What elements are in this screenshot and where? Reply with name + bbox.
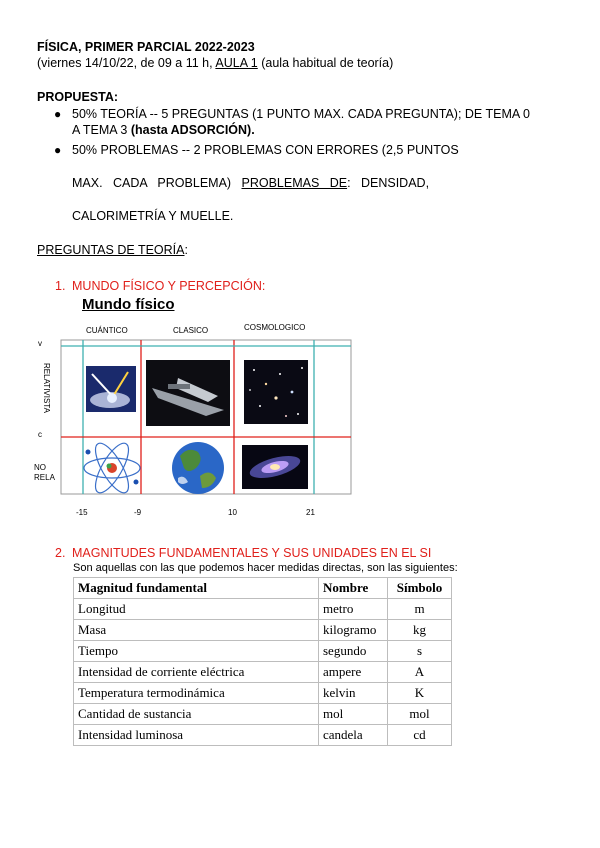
preguntas-colon: : (184, 243, 188, 257)
cell-magnitud: Longitud (74, 599, 319, 620)
header-nombre: Nombre (319, 578, 388, 599)
propuesta-item-problemas-line3: CALORIMETRÍA Y MUELLE. (72, 209, 234, 223)
section1-number: 1. (55, 279, 66, 293)
spaceship-image (146, 360, 230, 426)
cell-nombre: kilogramo (319, 620, 388, 641)
propuesta-item-teoria-line1: 50% TEORÍA -- 5 PREGUNTAS (1 PUNTO MAX. CADA PREGUNTA); DE TEMA 0 (72, 107, 530, 121)
propuesta-item-problemas-line1: 50% PROBLEMAS -- 2 PROBLEMAS CON ERRORES (2,5 PUNTOS (72, 143, 459, 157)
cell-magnitud: Intensidad luminosa (74, 725, 319, 746)
date-text: (viernes 14/10/22, de 09 a 11 h, (37, 56, 216, 70)
cell-simbolo: m (388, 599, 452, 620)
starfield-image (244, 360, 308, 424)
cell-magnitud: Tiempo (74, 641, 319, 662)
room-text: AULA 1 (215, 56, 258, 70)
cell-simbolo: cd (388, 725, 452, 746)
cell-simbolo: s (388, 641, 452, 662)
row-label-relativista: RELATIVISTA (42, 363, 51, 413)
section2-intro: Son aquellas con las que podemos hacer medidas directas, son las siguientes: (73, 562, 458, 574)
item-underlined-text: PROBLEMAS DE (241, 176, 348, 190)
section1-subtitle: Mundo físico (82, 296, 175, 313)
table-row (74, 662, 452, 683)
cell-magnitud: Temperatura termodinámica (74, 683, 319, 704)
bullet-icon: ● (54, 143, 62, 157)
table-row (74, 704, 452, 725)
x-tick: -9 (134, 508, 142, 517)
table-row (74, 599, 452, 620)
table-header-row (74, 578, 452, 599)
section1-title: MUNDO FÍSICO Y PERCEPCIÓN: (72, 279, 266, 293)
mundo-fisico-diagram (28, 318, 358, 524)
preguntas-heading (37, 243, 188, 258)
cell-nombre: candela (319, 725, 388, 746)
x-tick: -15 (76, 508, 88, 517)
col-label-cuantico: CUÁNTICO (86, 326, 128, 335)
item-bold-text: (hasta ADSORCIÓN). (130, 123, 255, 137)
cell-nombre: metro (319, 599, 388, 620)
magnitudes-table (73, 577, 452, 746)
cell-nombre: segundo (319, 641, 388, 662)
col-label-clasico: CLASICO (173, 326, 209, 335)
bullet-icon: ● (54, 107, 62, 121)
header-magnitud: Magnitud fundamental (74, 578, 319, 599)
cell-simbolo: K (388, 683, 452, 704)
table-row (74, 725, 452, 746)
header-simbolo: Símbolo (388, 578, 452, 599)
row-label-rela: RELA (34, 473, 55, 482)
propuesta-item-problemas-line2 (72, 176, 429, 191)
row-label-v: v (38, 339, 42, 348)
x-tick: 21 (306, 508, 315, 517)
cell-simbolo: kg (388, 620, 452, 641)
col-label-cosmologico: COSMOLOGICO (244, 323, 306, 332)
row-label-no: NO (34, 463, 46, 472)
cell-magnitud: Cantidad de sustancia (74, 704, 319, 725)
date-note: (aula habitual de teoría) (257, 56, 394, 70)
cell-nombre: kelvin (319, 683, 388, 704)
cell-nombre: mol (319, 704, 388, 725)
exam-date-line (37, 56, 393, 71)
cell-simbolo: A (388, 662, 452, 683)
table-row (74, 683, 452, 704)
item-text: : DENSIDAD, (347, 176, 430, 190)
quantum-particle-image (86, 366, 136, 412)
atom-image (84, 439, 140, 497)
table-row (74, 641, 452, 662)
section2-title: MAGNITUDES FUNDAMENTALES Y SUS UNIDADES EN EL SI (72, 546, 432, 560)
cell-magnitud: Intensidad de corriente eléctrica (74, 662, 319, 683)
cell-simbolo: mol (388, 704, 452, 725)
row-label-c: c (38, 430, 42, 439)
earth-globe-image (172, 442, 224, 494)
item-text: A TEMA 3 (72, 123, 131, 137)
x-tick: 10 (228, 508, 237, 517)
galaxy-image (242, 445, 308, 489)
cell-magnitud: Masa (74, 620, 319, 641)
item-text: MAX. CADA PROBLEMA) (72, 176, 242, 190)
preguntas-heading-text: PREGUNTAS DE TEORÍA (37, 243, 185, 257)
propuesta-item-teoria-line2 (72, 123, 255, 138)
document-title: FÍSICA, PRIMER PARCIAL 2022-2023 (37, 40, 255, 54)
section2-number: 2. (55, 546, 66, 560)
propuesta-heading: PROPUESTA: (37, 90, 119, 104)
cell-nombre: ampere (319, 662, 388, 683)
table-row (74, 620, 452, 641)
